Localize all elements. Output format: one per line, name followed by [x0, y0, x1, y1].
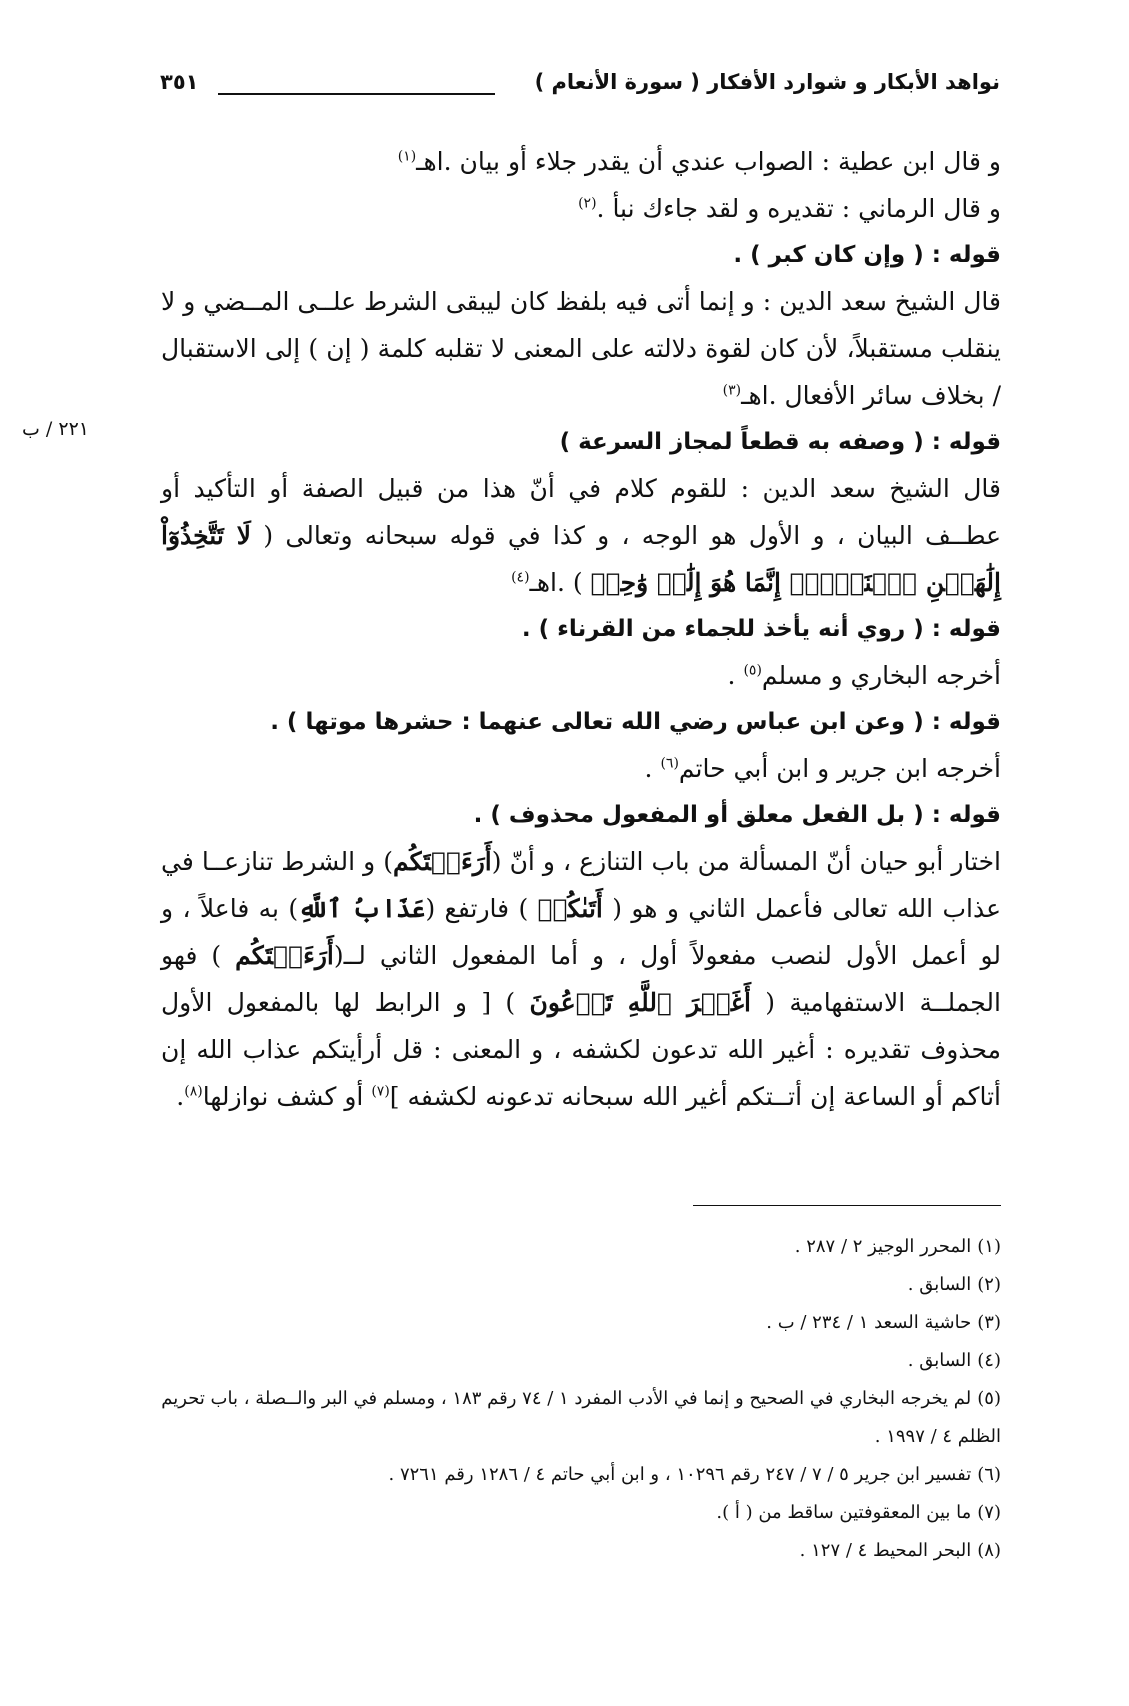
- footnote-8: (٨)البحر المحيط ٤ / ١٢٧ .: [799, 1540, 1001, 1561]
- footnote-3: (٣)حاشية السعد ١ / ٢٣٤ / ب .: [766, 1312, 1001, 1333]
- footnote-5: (٥)لم يخرجه البخاري في الصحيح و إنما في الأدب المفرد ١ / ٧٤ رقم ١٨٣ ، ومسلم في البر والــصلة ، باب تحريم الظلم ٤ / ١٩٩٧ .: [161, 1388, 1001, 1447]
- quran-word-5: أَغَيۡرَ ٱللَّهِ تَدۡعُونَ: [529, 988, 751, 1017]
- heading-qawluhu-2: قوله : ( وصفه به قطعاً لمجاز السرعة ): [559, 429, 1001, 455]
- body-text: [161, 138, 1001, 1120]
- heading-qawluhu-3: قوله : ( روي أنه يأخذ للجماء من القرناء ) .: [521, 616, 1001, 642]
- footnote-1: (١)المحرر الوجيز ٢ / ٢٨٧ .: [794, 1236, 1001, 1257]
- line-ibn-atiyya: و قال ابن عطية : الصواب عندي أن يقدر جلاء أو بيان .اهـ$^{(١)}$: [397, 147, 1001, 176]
- footnote-ref-8[interactable]: (٨): [184, 1083, 203, 1100]
- footnote-ref-5[interactable]: (٥): [743, 662, 762, 679]
- heading-qawluhu-1: قوله : ( وإن كان كبر ) .: [733, 242, 1001, 268]
- line-bukhari-muslim: أخرجه البخاري و مسلم$^{(٥)}$ .: [727, 661, 1001, 690]
- page-header: [160, 66, 1000, 106]
- heading-qawluhu-4: قوله : ( وعن ابن عباس رضي الله تعالى عنهما : حشرها موتها ) .: [270, 709, 1001, 735]
- line-rummani: و قال الرماني : تقديره و لقد جاءك نبأ .$^{(٢)}$: [578, 194, 1001, 223]
- quran-verse: لَا تَتَّخِذُوٓاْ إِلَٰهَيۡنِ ٱثۡنَيۡنِۖ إِنَّمَا هُوَ إِلَٰهٞ وَٰحِدٞ: [161, 521, 1001, 597]
- footnote-separator: [693, 1205, 1001, 1206]
- page-number: ٣٥١: [160, 70, 199, 94]
- footnote-ref-3[interactable]: (٣): [722, 382, 742, 399]
- footnote-ref-6[interactable]: (٦): [660, 755, 679, 772]
- quran-word-3: عَذَابُ ٱللَّهِ: [298, 894, 426, 923]
- margin-folio-note: ٢٢١ / ب: [22, 418, 89, 440]
- line-ibn-jarir: أخرجه ابن جرير و ابن أبي حاتم$^{(٦)}$ .: [644, 754, 1001, 783]
- footnote-7: (٧)ما بين المعقوفتين ساقط من ( أ ).: [716, 1502, 1001, 1523]
- footnote-6: (٦)تفسير ابن جرير ٥ / ٧ / ٢٤٧ رقم ١٠٢٩٦ ، و ابن أبي حاتم ٤ / ١٢٨٦ رقم ٧٢٦١ .: [388, 1464, 1001, 1485]
- quran-word-1: أَرَءَيۡتَكُم: [392, 847, 492, 876]
- heading-qawluhu-5: قوله : ( بل الفعل معلق أو المفعول محذوف ) .: [473, 802, 1001, 828]
- footnote-ref-4[interactable]: (٤): [511, 569, 530, 586]
- footnote-ref-7[interactable]: (٧): [371, 1083, 390, 1100]
- quran-word-2: أَتَىٰكُمۡ: [537, 894, 603, 923]
- footnote-4: (٤)السابق .: [907, 1350, 1001, 1371]
- footnote-ref-2[interactable]: (٢): [578, 195, 597, 212]
- paragraph-saad-1: قال الشيخ سعد الدين : و إنما أتى فيه بلفظ كان ليبقى الشرط علــى المــضي و لا ينقلب مستقبلاً، لأن كان لقوة دلالته على المعنى لا تقلبه كلمة ( إن ) إلى الاستقبال / بخلاف سائر الأفعال .اهـ$^{(٣)}$: [161, 287, 1001, 410]
- footnotes: [141, 1228, 1001, 1570]
- quran-word-4: أَرَءَيۡتَكُم: [235, 941, 334, 970]
- footnote-ref-1[interactable]: (١): [397, 148, 417, 165]
- paragraph-saad-2: قال الشيخ سعد الدين : للقوم كلام في أنّ هذا من قبيل الصفة أو التأكيد أو عطــف البيان ، و الأول هو الوجه ، و كذا في قوله سبحانه وتعالى ( لَا تَتَّخِذُوٓاْ إِلَٰهَيۡنِ ٱثۡنَيۡنِۖ إِنَّمَا هُوَ إِلَٰهٞ وَٰحِدٞ ) .اهـ$^{(٤)}$: [161, 474, 1001, 597]
- header-rule: [218, 93, 495, 95]
- footnote-2: (٢)السابق .: [907, 1274, 1001, 1295]
- paragraph-abu-hayyan: اختار أبو حيان أنّ المسألة من باب التنازع ، و أنّ (أَرَءَيۡتَكُم) و الشرط تنازعــا في عذاب الله تعالى فأعمل الثاني و هو ( أَتَىٰكُمۡ ) فارتفع (عَذَابُ ٱللَّهِ) به فاعلاً ، و لو أعمل الأول لنصب مفعولاً أول ، و أما المفعول الثاني لــ(أَرَءَيۡتَكُم ) فهو الجملــة الاستفهامية ( أَغَيۡرَ ٱللَّهِ تَدۡعُونَ ) [ و الرابط لها بالمفعول الأول محذوف تقديره : أغير الله تدعون لكشفه ، و المعنى : قل أرأيتكم عذاب الله إن أتاكم أو الساعة إن أتــتكم أغير الله سبحانه تدعونه لكشفه ]$^{(٧)}$ أو كشف نوازلها$^{(٨)}$.: [161, 847, 1002, 1111]
- running-title: نواهد الأبكار و شوارد الأفكار ( سورة الأنعام ): [534, 70, 1000, 94]
